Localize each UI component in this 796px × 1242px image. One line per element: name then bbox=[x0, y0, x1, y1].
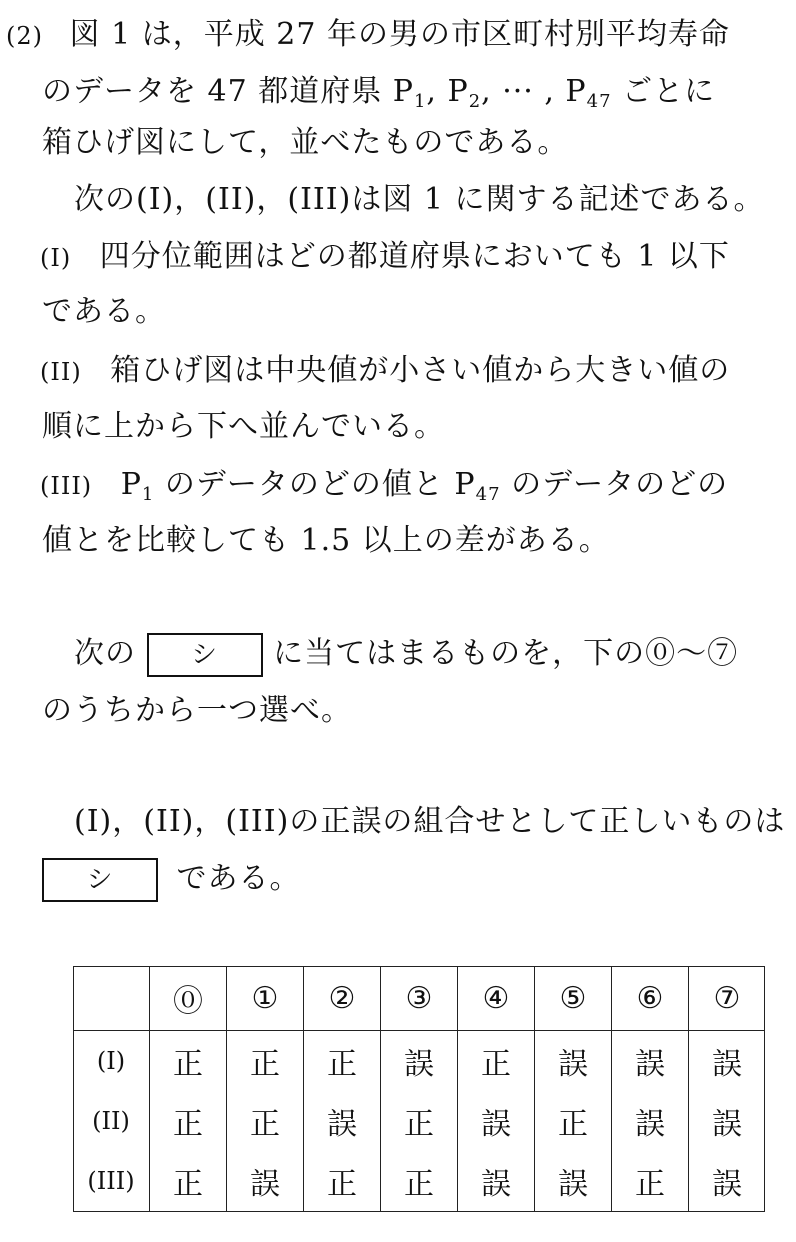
table-row bbox=[73, 1031, 765, 1092]
text: 図 1 は，平成 27 年の男の市区町村別平均寿命 bbox=[69, 17, 730, 52]
row-label: (III) bbox=[87, 1167, 135, 1195]
subscript: 1 bbox=[413, 91, 427, 112]
answer-box: シ bbox=[147, 633, 263, 677]
statement-label: (III) bbox=[40, 472, 93, 500]
text: , ··· , P bbox=[481, 74, 587, 109]
answer-choices-table bbox=[73, 966, 765, 1211]
cell: 誤 bbox=[535, 1031, 612, 1092]
cell: 正 bbox=[227, 1091, 304, 1151]
subscript: 47 bbox=[586, 91, 612, 112]
cell: 誤 bbox=[458, 1151, 535, 1211]
text: 箱ひげ図は中央値が小さい値から大きい値の bbox=[110, 353, 731, 388]
subscript: 2 bbox=[468, 91, 482, 112]
choice-1: ① bbox=[227, 966, 304, 1031]
text: , P bbox=[426, 74, 469, 109]
statement-label: (II) bbox=[40, 358, 82, 386]
choice-5: ⑤ bbox=[535, 966, 612, 1031]
cell: 誤 bbox=[612, 1091, 689, 1151]
text: P bbox=[120, 467, 142, 502]
cell: 正 bbox=[612, 1151, 689, 1211]
question-prompt-line-2 bbox=[42, 858, 301, 902]
table-row bbox=[73, 1151, 765, 1211]
statement-3 bbox=[40, 465, 728, 515]
cell: 正 bbox=[304, 1151, 381, 1211]
row-label: (I) bbox=[96, 1047, 126, 1075]
cell: 正 bbox=[458, 1031, 535, 1092]
text: 四分位範囲はどの都道府県においても 1 以下 bbox=[99, 239, 730, 274]
text: に当てはまるものを，下の⓪〜⑦ bbox=[273, 636, 739, 671]
subscript: 47 bbox=[475, 484, 501, 505]
cell: 誤 bbox=[689, 1151, 766, 1211]
text: である。 bbox=[176, 861, 301, 896]
question-line-3: 箱ひげ図にして，並べたものである。 bbox=[42, 125, 569, 160]
cell: 誤 bbox=[535, 1151, 612, 1211]
cell: 誤 bbox=[689, 1091, 766, 1151]
statement-1-cont: である。 bbox=[42, 294, 166, 329]
question-line-2 bbox=[42, 72, 715, 122]
question-prompt-line-1: (I)，(II)，(III)の正誤の組合せとして正しいものは bbox=[74, 804, 786, 839]
cell: 誤 bbox=[304, 1091, 381, 1151]
subscript: 1 bbox=[141, 484, 155, 505]
instruction-line-2: のうちから一つ選べ。 bbox=[42, 693, 352, 728]
choice-3: ③ bbox=[381, 966, 458, 1031]
cell: 誤 bbox=[689, 1031, 766, 1092]
text: 次の bbox=[74, 636, 136, 671]
choice-7: ⑦ bbox=[689, 966, 766, 1031]
cell: 正 bbox=[381, 1091, 458, 1151]
text: のデータのどの値と P bbox=[154, 467, 476, 502]
text: のデータを 47 都道府県 P bbox=[42, 74, 414, 109]
statement-3-cont: 値とを比較しても 1.5 以上の差がある。 bbox=[42, 523, 610, 558]
cell: 正 bbox=[535, 1091, 612, 1151]
question-line-1 bbox=[6, 15, 730, 56]
cell: 正 bbox=[150, 1151, 227, 1211]
choice-2: ② bbox=[304, 966, 381, 1031]
cell: 誤 bbox=[381, 1031, 458, 1092]
table-row bbox=[73, 1091, 765, 1151]
choice-0: ⓪ bbox=[150, 966, 227, 1031]
table-header-row bbox=[73, 966, 765, 1031]
row-label: (II) bbox=[92, 1107, 130, 1135]
cell: 誤 bbox=[612, 1031, 689, 1092]
cell: 正 bbox=[381, 1151, 458, 1211]
question-number: (2) bbox=[6, 22, 43, 50]
choice-4: ④ bbox=[458, 966, 535, 1031]
cell: 誤 bbox=[227, 1151, 304, 1211]
cell: 誤 bbox=[458, 1091, 535, 1151]
statement-2 bbox=[40, 351, 730, 392]
statement-label: (I) bbox=[40, 244, 72, 272]
intro-line: 次の(I)，(II)，(III)は図 1 に関する記述である。 bbox=[74, 182, 765, 217]
choice-6: ⑥ bbox=[612, 966, 689, 1031]
text: のデータのどの bbox=[500, 467, 729, 502]
text: ごとに bbox=[611, 74, 716, 109]
cell: 正 bbox=[150, 1091, 227, 1151]
header-cell bbox=[73, 966, 150, 1031]
cell: 正 bbox=[304, 1031, 381, 1092]
answer-box: シ bbox=[42, 858, 158, 902]
cell: 正 bbox=[150, 1031, 227, 1092]
instruction-line-1 bbox=[74, 633, 738, 677]
cell: 正 bbox=[227, 1031, 304, 1092]
statement-1 bbox=[40, 237, 730, 278]
statement-2-cont: 順に上から下へ並んでいる。 bbox=[42, 409, 445, 444]
